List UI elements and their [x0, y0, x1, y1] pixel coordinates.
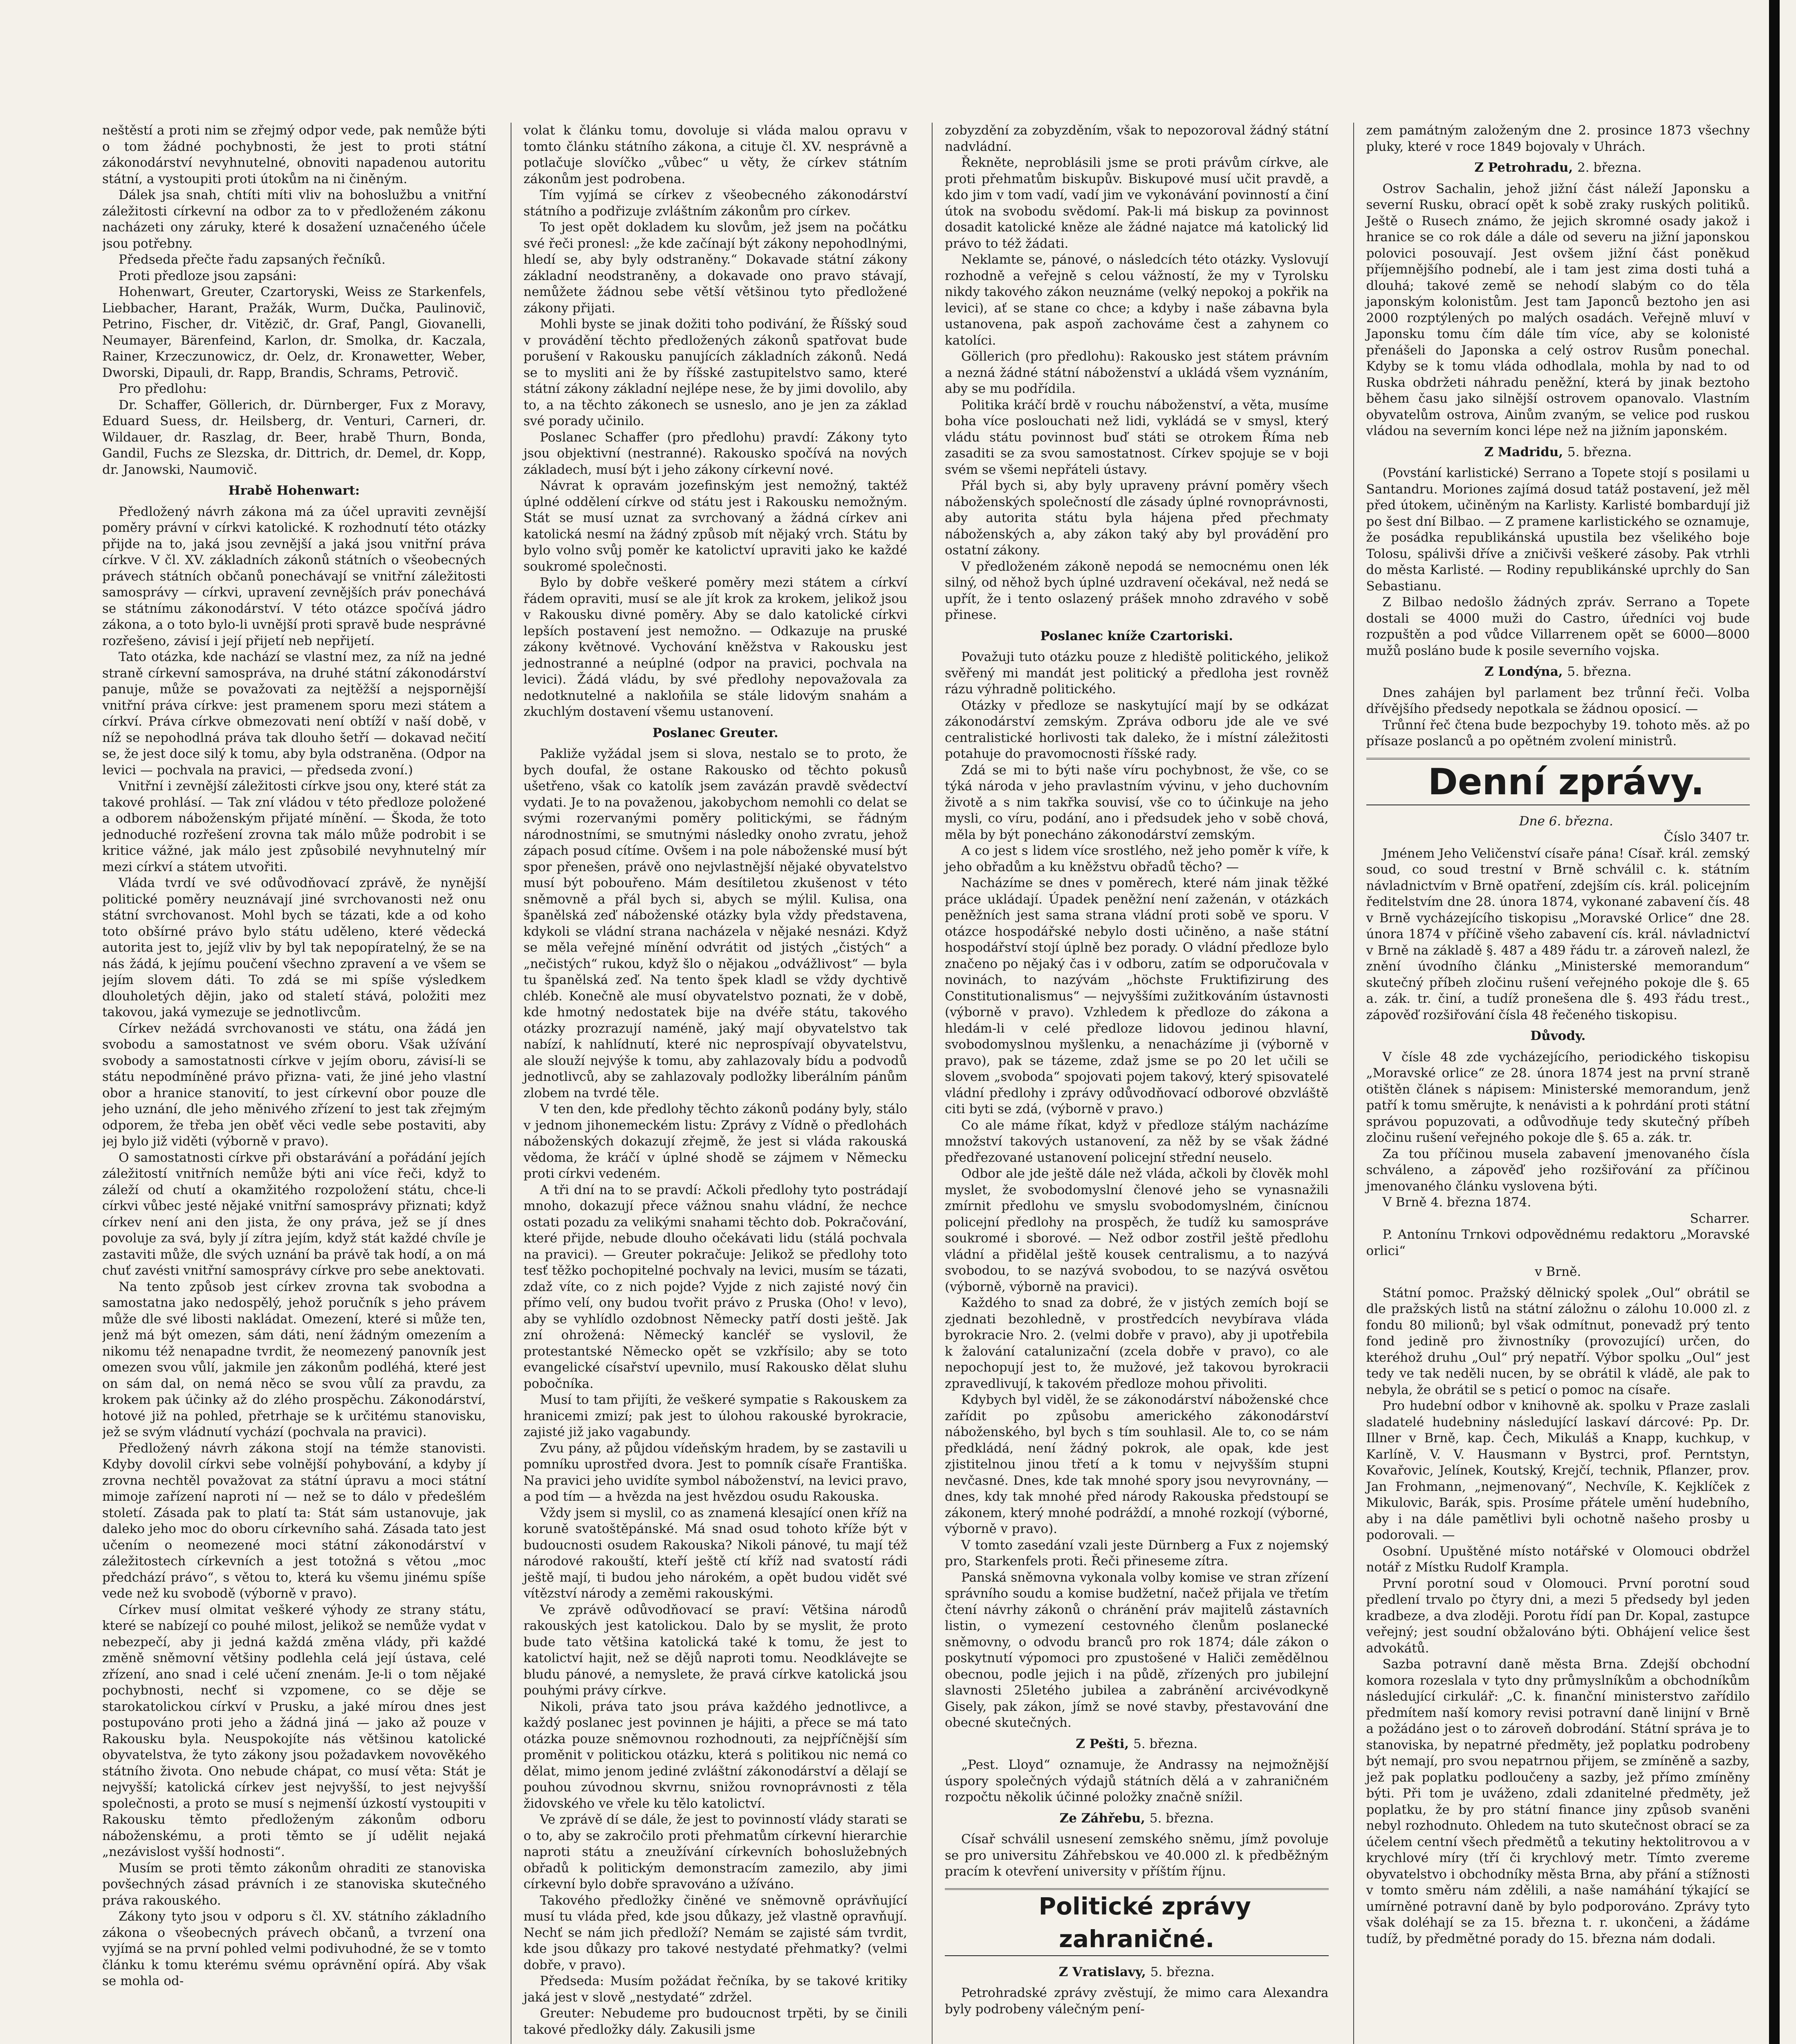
- name-list: Dr. Schaffer, Göllerich, dr. Dürnberger, Fux z Moravy, Eduard Suess, dr. Heilsberg, dr. Venturi, Carneri, dr. Wildauer, dr. Raszlag, dr. Beer, hrabě Thurn, Bonda, Gandil, Fuchs ze Slezska, dr. Dittrich, dr. Demel, dr. Kopp, dr. Janowski, Naumovič.: [102, 397, 486, 477]
- paragraph: V Brně 4. března 1874.: [1382, 1195, 1531, 1210]
- dateline-place: Ze Záhřebu,: [1059, 1811, 1146, 1826]
- paragraph: Zvu pány, až půjdou vídeňským hradem, by se zastavili u pomníku uprostřed dvora. Jest to pomník císaře Františka. Na pravici jeho uvidíte symbol náboženství, na levici pravo, a pod tím — a hvězda na jest hvězdou osudu Rakouska.: [523, 1441, 907, 1504]
- dateline: [1366, 664, 1750, 680]
- paragraph: Kdybych byl viděl, že se zákonodárství náboženské chce zařídit po způsobu amerického zákonodárství náboženského, byl bych s tím souhlasil. Ale to, co se nám předkládá, není žádný pokrok, ale opak, kde jest zjistitelnou jinou třetí a k tomu v nejvyšším stupni nevčasné. Dnes, kde tak mnohé spory jsou nevyrovnány, — dnes, kdy tak mnohé před národy Rakouska předstoupí se zákonem, který mnohé podráždí, a mnohé rozkojí (výborné, výborně v pravo).: [945, 1392, 1329, 1536]
- dateline-place: Z Madridu,: [1484, 444, 1563, 459]
- section-banner: [945, 1888, 1329, 1956]
- paragraph: Sazba potravní daně města Brna. Zdejší obchodní komora rozeslala v tyto dny průmyslníkům a obchodníkům následující cirkulář: „C. k. finanční ministerstvo zařídilo předmítem naší komory revisi potravní daně linijní v Brně a požádáno jest o to zároveň dobrodání. Státní správa je to stanoviska, by nepatrné předměty, jež poplatku podrobeny být nemají, pro svou nepatrnou přijem, se zmíněně a sazby, jež pak poplatku podloučeny a sazby, jež přímo zmíněny býti. Při tom je uváženo, zdali zdanitelné předměty, jež poplatku, že by pro státní finance jiny způsob svaněni nebyl rozhodnuto. Ohledem na tuto skutečnost obrací se za účelem centní všech předmětů a tekutiny hektolitrovou a v krychlové míry (tří či krychlový metr. Tímto zvereme obyvatelstvo i obchodníky města Brna, aby přání a stížnosti v tomto směru nám zdělili, a naše namáhání týkající se umírněné potravní daně by bylo podporováno. Zprávy tyto však doléhají se za 15. března t. r. ukončeni, a žádáme tudíž, by předmětné porady do 15. března nám dodali.: [1366, 1657, 1750, 1946]
- dateline: [945, 1964, 1329, 1981]
- paragraph: Předložený návrh zákona stojí na témže stanovisti. Kdyby dovolil církvi sebe volnější pohybování, a kdyby jí zrovna nechtěl považovat za státní úpravu a moci státní mimoje zařízení naproti ní — než se to dálo v předešlém století. Zásada pak to platí ta: Stát sám ustanovuje, jak daleko jeho moc do oboru církevního sahá. Zásada tato jest učením o neomezené moci státní zákonodárství v záležitostech církevních a jest totožná s větou „moc předchází právo“, s větou to, která ku všemu jinému spíše vede než ku svobodě (výborně v pravo).: [102, 1441, 486, 1601]
- dateline: [1366, 160, 1750, 176]
- paragraph: Musí to tam přijíti, že veškeré sympatie s Rakouskem za hranicemi zmizí; pak jest to úlohou rakouské byrokracie, zajisté již jako vagabundy.: [523, 1392, 907, 1439]
- paragraph: v Brně.: [1535, 1264, 1581, 1279]
- dateline: [945, 1736, 1329, 1753]
- paragraph: Přál bych si, aby byly upraveny právní poměry všech náboženských společností dle zásady úplné rovnoprávnosti, aby autorita státu byla hájena před přechmaty náboženských a, aby zákon taký aby byl provádění pro ostatní zákony.: [945, 478, 1329, 558]
- speaker-heading: Hrabě Hohenwart:: [228, 483, 360, 498]
- subheading: Důvody.: [1530, 1029, 1586, 1043]
- paragraph: Proti předloze jsou zapsáni:: [119, 268, 297, 283]
- paragraph: neštěstí a proti nim se zřejmý odpor vede, pak nemůže býti o tom žádné pochybnosti, že jest to proti státní zákonodárství nevyhnutelné, obnoviti napadenou autoritu státní, a vystoupiti proti útokům na ni činěným.: [102, 123, 486, 186]
- dateline-place: Z Petrohradu,: [1474, 160, 1573, 175]
- paragraph: Církev musí olmitat veškeré výhody ze strany státu, které se nabízejí co pouhé milost, jelikož se nemůže vydat v nebezpečí, aby ji jedná každá změna vlády, při každé změně sněmovní většiny podlehla celá její ústava, celé zřízení, ano snad i celé učení znenám. Je-li o tom nějaké pochybnosti, nechť si vzpomene, co se děje se starokatolickou církví v Prusku, a jaké mírou dnes jest postupováno proti jeho a žádná jiná — jako až pouze v Rakousku byla. Neuspokojíte nás většinou katolické obyvatelstva, že tyto zákony jsou požadavkem novověkého státního života. Ono nebude chápat, co musí věta: Stát je nejvyšší; katolická církev jest nejvyšší, to jest nejvyšší společnosti, a proto se musí s nejmenší úzkostí vystoupiti v Rakousku těmto předloženým zákonům odboru náboženskému, a proti těmto se jí udělit nejaká „nezávislost vyšší hodnosti“.: [102, 1602, 486, 1859]
- paragraph: Církev nežádá svrchovanosti ve státu, ona žádá jen svobodu a samostatnost ve svém oboru. Však užívání svobody a samostatnosti církve v jejím oboru, závisí-li se státu nepodmíněné právo přizna- vati, že jiné jeho vlastní obor a hranice stanovití, to jest církevní obor pouze dle jeho uznání, dle jeho měnivého zřízení to jest tak zřejmým odporem, že třeba jen oběť věci vedle sebe postaviti, aby jej bylo již viděti (výborně v pravo).: [102, 1021, 486, 1149]
- paragraph: volat k článku tomu, dovoluje si vláda malou opravu v tomto článku státního zákona, a cituje čl. XV. nesprávně a potlačuje slovíčko „vůbec“ u věty, že církev státním zákonům jest podrobena.: [523, 123, 907, 186]
- paragraph: Ve zprávě dí se dále, že jest to povinností vlády starati se o to, aby se zakročilo proti přehmatům církevní hierarchie naproti státu a zneužívání církevních bohoslužebných obřadů k politickým demonstracím zamezilo, aby jimi církevní bylo dobře spravováno a užíváno.: [523, 1812, 907, 1892]
- paragraph: Státní pomoc. Pražský dělnický spolek „Oul“ obrátil se dle pražských listů na státní záložnu o zálohu 10.000 zl. z fondu 80 milionů; byl však odmítnut, ponevadž prý tento fond jedině pro živnostníky (provozující) určen, do kteréhož druhu „Oul“ prý nepatří. Výbor spolku „Oul“ jest tedy ve tak neděli nucen, by se obrátil k vládě, ale pak to nebyla, že obrátil se s peticí o pomoc na císaře.: [1366, 1285, 1750, 1397]
- paragraph: Mohli byste se jinak dožiti toho podivání, že Říšský soud v provádění těchto předložených zákonů spatřovat bude porušení v Rakousku panujících základních zákonů. Nedá se to mysliti ani že by říšské zastupitelstvo samo, které státní zákony základní nejlépe nese, že by jimi dovolilo, aby to, a na těchto zákonech se usneslo, ano je jen za základ své porady učinilo.: [523, 317, 907, 428]
- dateline-date: 5. března.: [1567, 664, 1632, 679]
- section-title: Politické zprávy zahraničné.: [1038, 1892, 1251, 1953]
- paragraph: Vnitřní i zevnější záležitosti církve jsou ony, které stát za takové prohlásí. — Tak zní vládou v této předloze položené a odborem náboženským přijaté mínění. — Škoda, že toto jednoduché rozřešení zrovna tak málo může podrobit i se kritice vážné, jak málo jest způsobilé nevyhnutelný mír mezi církví a státem utvořiti.: [102, 779, 486, 874]
- paragraph: V ten den, kde předlohy těchto zákonů podány byly, stálo v jednom jihonemeckém listu: Zprávy z Vídně o předlohách náboženských dokazují zřejmě, že jest si vláda rakouská vědoma, že kráčí v úplné shodě se zájmem v Německu proti církvi vedeném.: [523, 1102, 907, 1181]
- paragraph: Nacházíme se dnes v poměrech, které nám jinak těžké práce ukládají. Úpadek peněžní není zaženán, v otázkách peněžních jest sama strana vládní proti sobě ve sporu. V otázce hospodářské nebylo dosti učiněno, a naše státní hospodářství stojí úplně bez porady. O vládní předloze bylo značeno po nějaký čas i v odboru, zatím se odporučovala v novinách, to nazývám „höchste Fruktifizirung des Constitutionalismus“ — nejvyššími zužitkováním ústavnosti (výborně v pravo). Vzhledem k předloze do zákona a hledám-li v celé předloze lidovou jedinou hlavní, svobodomyslnou myšlenku, a nenacházíme ji (výborně v pravo), pak se tázeme, zdaž jsme se po 20 let učili se slovem „svoboda“ spojovati pojem takový, který spisovatelé vládní předlohy i zprávy odůvodňovací odborové obzvláště citi byti se zdá, (výborně v pravo.): [945, 876, 1329, 1116]
- paragraph: A co jest s lidem více srostlého, než jeho poměr k víře, k jeho obřadům a ku kněžstvu obřadů těcho? —: [945, 843, 1329, 874]
- paragraph: To jest opět dokladem ku slovům, jež jsem na počátku své řeči pronesl: „že kde začínají být zákony nepohodlnými, hledí se, aby byly odstraněny.“ Dokavade státní zákony základní neodstraněny, a dokavade ono pravo stávají, nemůžete žádnou sebe větší většinou tyto předložené zákony přijati.: [523, 220, 907, 316]
- paragraph: Ostrov Sachalin, jehož jižní část náleží Japonsku a severní Rusku, obrací opět k sobě zraky ruských politiků. Ještě o Rusech známo, že jejich skromné osady jakož i hranice se co rok dále a dále od severu na jižní japonskou polovici posouvají. Jest ovšem jižní část poněkud příjemnějšího podnebí, ale i tam jest zima dosti tuhá a dlouhá; takové země se nehodí slabým co do těla japonským kolonistům. Jest tam Japonců beztoho jen asi 2000 rozptýlených po malých osadách. Veřejně mluví v Japonsku tomu čím dále tím více, aby se kolonisté přenášeli do Japonska a celý ostrov Rusům ponechal. Kdyby se k tomu vláda odhodlala, mohla by nad to od Ruska obdržeti náhradu peněžní, která by jinak beztoho během času jako silnější ostrovem opanovalo. Vlastním obyvatelům ostrova, Ainům zvaným, se velice pod ruskou vládou na severním konci lépe než na jižním japonském.: [1366, 181, 1750, 438]
- reference-number: Číslo 3407 tr.: [1664, 830, 1750, 845]
- paragraph: Pro hudební odbor v knihovně ak. spolku v Praze zaslali sladatelé hudebniny následující laskaví dárcové: Pp. Dr. Illner v Brně, kap. Čech, Mikuláš a Knapp, kuchkup, v Karlíně, V. V. Hausmann v Bystrci, prof. Perntstyn, Kovařovic, Jelínek, Koutský, Krejčí, technik, Pflanzer, prov. Jan Frohmann, „nejmenovaný“, Nechvíle, K. Kejklíček z Mikulovic, Barák, spis. Prosíme přátele umění hudebního, aby i na dále pamětlivi byli ochotně našeho prosby u podorovali. —: [1366, 1399, 1750, 1542]
- paragraph: Zákony tyto jsou v odporu s čl. XV. státního základního zákona o všeobecných právech občanů, a tvrzení ona vyjímá se na první pohled velmi podivuhodné, že se v tomto článku k tomu kterému svému oprávnění opírá. Aby však se mohla od-: [102, 1909, 486, 1988]
- paragraph: Nikoli, práva tato jsou práva každého jednotlivce, a každý poslanec jest povinnen je hájiti, a přece se má tato otázka pouze sněmovnou rozhodnouti, za nejpříčnější sím proměnit v politickou otázku, která s politikou nic nemá co dělat, mimo jenom jediné zvláštní zákonodárství a dělají se pouhou zúvodnou skvrnu, snižou rovnoprávnosti z těla židovského ve vřele ku tělo katolictví.: [523, 1699, 907, 1811]
- paragraph: Císař schválil usnesení zemského sněmu, jímž povoluje se pro universitu Záhřebskou ve 40.000 zl. k předběžným pracím k otevření university v příštím říjnu.: [945, 1832, 1329, 1879]
- paragraph: Jménem Jeho Veličenství císaře pána! Císař. král. zemský soud, co soud trestní v Brně schválil c. k. státním návladnictvím v Brně opatření, zdejším cís. král. policejním ředitelstvím dne 28. února 1874, vykonané zabavení čís. 48 v Brně vycházejícího tiskopisu „Moravské Orlice“ dne 28. února 1874 v příčině všeho zabavení cís. král. návladnictví v Brně na základě §. 487 a 489 řádu tr. a zároveň nalezl, že znění úvodního článku „Ministerské memorandum“ skutečný příbeh zločinu rušení veřejného pokoje dle §. 65 a. zák. tr. činí, a tudíž pronešena dle §. 493 řádu trest., zápověď rozšiřování čísla 48 řečeného tiskopisu.: [1366, 846, 1750, 1022]
- dateline-date: 5. března.: [1133, 1736, 1198, 1751]
- paragraph: Tím vyjímá se církev z všeobecného zákonodárství státního a podřizuje zvláštním zákonům pro církev.: [523, 188, 907, 219]
- column-3: [932, 123, 1329, 2044]
- paragraph: Otázky v předloze se naskytující mají by se odkázat zákonodárství zemským. Zpráva odboru jde ale ve své centralistické horlivosti tak daleko, že i místní záležitosti potahuje do pravomocnosti říšské rady.: [945, 698, 1329, 761]
- paragraph: Odbor ale jde ještě dále než vláda, ačkoli by člověk mohl myslet, že svobodomyslní členové jeho se vynasnažili zmírnit předlohu ve smyslu svobodomyslném, činícnou policejní předlohy na prospěch, že tudíž ku samospráve soukromé i sborové. — Než odbor zostřil ještě předlohu vládní a přidělal ještě kousek centralismu, a to nazývá svobodou, to se nazývá svobodou, to se nazývá osvětou (výborně, výborně na pravici).: [945, 1166, 1329, 1294]
- dateline-place: Z Londýna,: [1484, 664, 1563, 679]
- paragraph: Dálek jsa snah, chtíti míti vliv na bohoslužbu a vnitřní záležitosti církevní na odbor za to v předloženém zákonu nacházeti ony záruky, které k dosažení uznačeného účele jsou potřebny.: [102, 188, 486, 251]
- paragraph: Co ale máme říkat, když v předloze stálým nacházíme množství takových ustanovení, za něž by se však žádné předřezované ustanovení policejní střední neuselo.: [945, 1118, 1329, 1165]
- paragraph: Považuji tuto otázku pouze z hlediště politického, jelikož svěřený mi mandát jest politický a předloha jest rovněž rázu výhradně politického.: [945, 650, 1329, 697]
- paragraph: zobyzdění za zobyzděním, však to nepozoroval žádný státní nadvládní.: [945, 123, 1329, 154]
- paragraph: Zdá se mi to býti naše víru pochybnost, že vše, co se týká národa v jeho pravlastním vývinu, v jeho duchovním životě a s nim takřka souvisí, vše co to účinkuje na jeho mysli, co víru, podání, ano i předsudek jeho v sobě chová, měla by být ponecháno zákonodárství zemským.: [945, 762, 1329, 842]
- paragraph: (Povstání karlistické) Serrano a Topete stojí s posilami u Santandru. Moriones zajímá dosud tatáž postavení, jež měl před útokem, učiněným na Karlisty. Karlisté bombardují již po šest dní Bilbao. — Z pramene karlistického se oznamuje, že posádka republikánská upustila bez všelikého boje Tolosu, spálivši dříve a zničivši veškeré zásoby. Pak vtrhli do města Karlisté. — Rodiny republikánské uprchly do San Sebastianu.: [1366, 466, 1750, 594]
- column-2: [511, 123, 908, 2044]
- paragraph: Politika kráčí brdě v rouchu náboženství, a věta, musíme boha více poslouchati než lidi, vykládá se v smysl, který vládu státu povinnost buď státi se otrokem Říma neb zasaditi se za svou samostatnost. Církev spojuje se v boji svém se všemi nepřáteli ústavy.: [945, 397, 1329, 477]
- paragraph: Předseda přečte řadu zapsaných řečníků.: [119, 252, 386, 267]
- paragraph: P. Antonínu Trnkovi odpovědnému redaktoru „Moravské orlici“: [1366, 1227, 1750, 1258]
- paragraph: Takového předložky činěné ve sněmovně oprávňující musí tu vláda před, kde jsou důkazy, jež vlastně opravňují. Nechť se nám jich předloží? Nemám se zajisté sám tvrdit, kde jsou důkazy pro takové nestydaté přehmatky? (velmi dobře, v pravo).: [523, 1893, 907, 1972]
- paragraph: Na tento způsob jest církev zrovna tak svobodna a samostatna jako nedospělý, jehož poručník s jeho právem může dle své libosti nakládat. Omezení, které si může ten, jenž má být omezen, sám dáti, není žádným omezením a nikomu též nenapadne tvrdit, že neomezený panovník jest omezen svou vůlí, jakmile jen zákonům podléhá, které jest on sám dal, on nemá něco se svou vůlí za pravdu, za krokem pak účinky až do zlého prospěchu. Zákonodárství, hotové již na pohled, přetrhaje se k určitému stanovisku, jež se svým vládnutí vychází (pochvala na pravici).: [102, 1279, 486, 1439]
- paragraph: První porotní soud v Olomouci. První porotní soud předlení trvalo po čtyry dni, a mezi 5 předsedy byl jeden kradbeze, a dva zloději. Porotu řídí pan Dr. Kopal, zastupce veřejný; jest soudní obžalováno býti. Obhájení velice šest advokátů.: [1366, 1576, 1750, 1656]
- paragraph: Z Bilbao nedošlo žádných zpráv. Serrano a Topete dostali se 4000 muži do Castro, úředníci voj bude rozpuštěn a pod vůdce Villarrenem opět se 6000—8000 mužů posláno bude k posile severního vojska.: [1366, 595, 1750, 658]
- paragraph: Trůnní řeč čtena bude bezpochyby 19. tohoto měs. až po přísaze poslanců a po opětném zvolení ministrů.: [1366, 717, 1750, 749]
- paragraph: Vždy jsem si myslil, co as znamená klesající onen kříž na koruně svatoštěpánské. Má snad osud tohoto kříže být v budoucnosti osudem Rakouska? Nikoli pánové, tu mají též národové rakouští, kteří ještě ctí kříž nad svatostí rádi ještě mají, ti budou jeho nárokém, a opět budou vidět své vítězství národy a zeměmi rakouskými.: [523, 1505, 907, 1601]
- paragraph: Vláda tvrdí ve své odůvodňovací zprávě, že nynější politické poměry neuznávají jiné svrchovanosti než onu státní svrchovanost. Mohl bych se tázati, kde a od koho toto obšírné právo bylo státu uděleno, které vědecká autorita jest to, jejíž vliv by byl tak nepopíratelný, že se na nás žádá, k jejímu poučení všechno zpravení a ve všem se jejím slovem dáti. To zdá se mi spíše výsledkem dlouholetých dějin, jako od staletí stává, položiti mez takovou, jaká vymezuje se jednotlivcům.: [102, 876, 486, 1020]
- paragraph: O samostatnosti církve při obstarávání a pořádání jejích záležitostí vnitřních nemůže býti ani více řeči, když to záleží od chutí a okamžitého rozpoložení státu, chce-li církvi vůbec jesté nějaké vnitřní samosprávy přiznati; když církev není ani den jista, že ony práva, jež se jí dnes povoluje za svá, byly jí zítra jejím, když stát každé chvíle je zastaviti může, dle svých uznání ba právě tak hodí, a on má chuť zavésti vnitřní samosprávy církve pro sebe anektovati.: [102, 1150, 486, 1278]
- paragraph: Dnes zahájen byl parlament bez trůnní řeči. Volba dřívějšího předsedy nepotkala se žádnou oposicí. —: [1366, 685, 1750, 716]
- section-date: Dne 6. března.: [1519, 814, 1613, 829]
- paragraph: Petrohradské zprávy zvěstují, že mimo cara Alexandra byly podrobeny válečným pení-: [945, 1986, 1329, 2017]
- paragraph: Neklamte se, pánové, o následcích této otázky. Vyslovují rozhodně a veřejně s celou vážností, že my v Tyrolsku nikdy takového zákon neuznáme (velký nepokoj a pokřik na levici), ať se stane co chce; a kdyby i naše zábavna byla ustanovena, pak aspoň zachováme čest a zahynem co katolíci.: [945, 252, 1329, 348]
- dateline-place: Z Pešti,: [1076, 1736, 1129, 1751]
- dateline: [1366, 444, 1750, 461]
- speaker-heading: Poslanec Greuter.: [652, 725, 778, 740]
- paragraph: Pakliže vyžádal jsem si slova, nestalo se to proto, že bych doufal, že ostane Rakousko od těchto pokusů ušetřeno, však co katolík jsem zavázán pravdě svědectví vydati. Je to na považenou, jakobychom nemohli co delat se svými rozervanými poměry politickými, se řádným národnostními, se smutnými následky onoho zvratu, jehož zápach posud cítíme. Ovšem i na pole náboženské musí být spor přenešen, právě ono nejvlastnější nějaké obyvatelstvo musí být pobouřeno. Mám desítiletou zkušenost v této sněmovně a přál bych si, abych se mýlil. Kulisa, ona španělská zeď náboženské otázky byla vždy představena, kdykoli se vládní strana nacházela v nějaké nesnázi. Když se měla veřejné mínění odvrátit od jistých „čistých“ a „nečistých“ rukou, když šlo o nějakou „odvážlivost“ — byla tu španělská zeď. Na tento špek kladl se vždy dychtivě chléb. Konečně ale musí obyvatelstvo poznati, že v době, kde hmotný nedostatek bije na dvéře státu, takového otázky prozrazují naméně, jaký mají obyvatelstvo tak nabízí, k nahlídnutí, které nic neprospívají obyvatelstvu, ale slouží nejvýše k tomu, aby zahlazovaly bídu a podvodů jednotlivců, aby se zahlazovaly podložky liberálním pánům zlobem na tvrdé těle.: [523, 746, 907, 1100]
- paragraph: Za tou příčinou musela zabavení jmenovaného čísla schváleno, a zápověď jeho rozšiřování za příčinou jmenovaného článku vyslovena býti.: [1366, 1146, 1750, 1194]
- paragraph: Poslanec Schaffer (pro předlohu) pravdí: Zákony tyto jsou objektivní (nestranné). Rakousko spočívá na nových základech, musí být i jeho zákony církevní nové.: [523, 430, 907, 477]
- name-list: Hohenwart, Greuter, Czartoryski, Weiss ze Starkenfels, Liebbacher, Harant, Pražák, Wurm, Dučka, Paulinovič, Petrino, Fischer, dr. Vitězič, dr. Graf, Pangl, Giovanelli, Neumayer, Bärenfeind, Karlon, dr. Smolka, dr. Kaczala, Rainer, Krzeczunowicz, dr. Oelz, dr. Kronawetter, Weber, Dworski, Dipauli, dr. Rapp, Brandis, Schrams, Petrovič.: [102, 285, 486, 380]
- paragraph: Řekněte, neproblásili jsme se proti právům církve, ale proti přehmatům biskupův. Biskupové musí učit pravdě, a kdo jim v tom vadí, vadí jim ve vykonávání povinností a činí útok na svobodu svědomí. Pak-li má biskup za povinnost dosadit katolické kněze ale žádné najatce má katolický lid právo to též žádati.: [945, 155, 1329, 251]
- dateline-date: 5. března.: [1149, 1811, 1214, 1826]
- newspaper-page: [102, 123, 1750, 2044]
- paragraph: Tato otázka, kde nachází se vlastní mez, za níž na jedné straně církevní samospráva, na druhé státní zákonodárství panuje, může se považovati za nejtěžší a nejspornější vnitřní práva církve: jest pramenem sporu mezi státem a církví. Práva církve obmezovati není obtíží v naší době, v níž se nepohodlná práva tak dlouho šetří — dokavad nečití se, že jest doce silý k tomu, aby byla odstraněna. (Odpor na levici — pochvala na pravici, — předseda zvoní.): [102, 650, 486, 778]
- dateline-date: 2. března.: [1577, 160, 1642, 175]
- paragraph: V čísle 48 zde vycházejícího, periodického tiskopisu „Moravské orlice“ ze 28. února 1874 jest na první straně otištěn článek s nápisem: Ministerské memorandum, jenž patří k tomu směrujte, k nenávisti a k pohrdání proti státní správou popuzovati, a odůvodňuje tedy skutečný příbeh zločinu rušení veřejného pokoje dle §. 65 a. zák. tr.: [1366, 1049, 1750, 1145]
- dateline-place: Z Vratislavy,: [1058, 1964, 1146, 1979]
- paragraph: Greuter: Nebudeme pro budoucnost trpěti, by se činili takové předložky dály. Zakusili jsme: [523, 2006, 907, 2037]
- paragraph: Předložený návrh zákona má za účel upraviti zevnější poměry právní v církvi katolické. K rozhodnutí této otázky přijde na to, jaká jsou zevnější a jaká jsou vnitřní práva církve. V čl. XV. základních zákonů státních o všeobecných právech státních občanů ponechávají se vnitřní záležitosti samosprávy — církvi, upravení zevnějších práv ponechává se státnímu zákonodárství. V této otázce spočívá jádro zákona, a o toto bylo-li uvnější proti spravě bude nesprávné rozřešeno, závisí i její přijetí neb nepřijetí.: [102, 504, 486, 648]
- section-banner: [1366, 758, 1750, 805]
- paragraph: Každého to snad za dobré, že v jistých zemích bojí se zjednati bezohledně, v prostředcích nevybírava vláda byrokracie Nro. 2. (velmi dobře v pravo), aby ji upotřebila k žalování catalunizační (zcela dobře v pravo), co ale nepochopují jest to, že mužové, jež takovou byrokracii zpravedlivují, k takovém předloze mohou přivoliti.: [945, 1295, 1329, 1391]
- paragraph: Göllerich (pro předlohu): Rakousko jest státem právním a nezná žádné státní náboženství a ukládá všem vyznáním, aby se mu podřídila.: [945, 349, 1329, 396]
- speaker-heading: Poslanec kníže Czartoriski.: [1040, 628, 1233, 643]
- dateline: [945, 1811, 1329, 1827]
- paragraph: Bylo by dobře veškeré poměry mezi státem a církví řádem opraviti, musí se ale jít krok za krokem, jelikož jsou v Rakousku divné poměry. Aby se dalo katolické církvi lepších postavení jest nemožno. — Odkazuje na pruské zákony květnové. Vychování kněžstva v Rakousku jest jednostranné a neúplné (odpor na pravici, pochvala na levici). Žádá vládu, by své předlohy nepovažovala za nedotknutelné a nakloňila se stále lidovým snahám a zkuchlým dostavení všemu ustanovení.: [523, 575, 907, 719]
- paragraph: Návrat k opravám jozefinským jest nemožný, taktéž úplné oddělení církve od státu jest i Rakousku nemožným. Stát se musí uznat za svrchovaný a žádná církev ani katolická nesmí na žádný způsob mít nějaký vrch. Státu by bylo volno svůj poměr ke katolictví upraviti jako ke každé soukromé společnosti.: [523, 478, 907, 574]
- dateline-date: 5. března.: [1150, 1964, 1215, 1979]
- signature: Scharrer.: [1690, 1211, 1750, 1226]
- paragraph: V předloženém zákoně nepodá se nemocnému onen lék silný, od něhož bych úplné uzdravení očekával, než nedá se upřít, že i tento oslazený prášek mnoho zdravého v sobě přinese.: [945, 559, 1329, 622]
- paragraph: Osobní. Upuštěné místo notářské v Olomouci obdržel notář z Místku Rudolf Krampla.: [1366, 1544, 1750, 1575]
- paragraph: Předseda: Musím požádat řečníka, by se takové kritiky jaká jest v slově „nestydaté“ zdržel.: [523, 1974, 907, 2005]
- scan-edge: [1769, 0, 1780, 2044]
- paragraph: Panská sněmovna vykonala volby komise ve stran zřízení správního soudu a komise budžetní, načež přijala ve třetím čtení návrhy zákonů o chránění práv majitelů zástavních listin, o vymezení cestovného členům poslanecké sněmovny, o odvodu branců pro rok 1874; dále zákon o poskytnutí výpomoci pro zpustošené v Haliči zemědělnou obecnou, podle jejich i na půdě, zřízených pro jubilejní slavnosti 25letého jubilea a zabránění arcivévodkyně Gisely, pak zákon, jímž se nové stavby, přestavování dne obecné skutečných.: [945, 1570, 1329, 1730]
- dateline-date: 5. března.: [1567, 444, 1632, 459]
- paragraph: zem památným založeným dne 2. prosince 1873 všechny pluky, které v roce 1849 bojovaly v Uhrách.: [1366, 123, 1750, 154]
- paragraph: V tomto zasedání vzali jeste Dürnberg a Fux z nojemský pro, Starkenfels proti. Řeči přineseme zítra.: [945, 1537, 1329, 1569]
- paragraph: Ve zprávě odůvodňovací se praví: Většina národů rakouských jest katolickou. Dalo by se myslit, že proto bude tato většina katolická také k tomu, že jest to katolictví hajit, než se dějů naproti tomu. Neodklávejte se bludu pánové, a nemyslete, že pravá církve katolická jsou pouhými právy církve.: [523, 1602, 907, 1698]
- column-1: [102, 123, 486, 2044]
- paragraph: Musím se proti těmto zákonům ohraditi ze stanoviska povšechných zásad právních i ze stanoviska skutečného práva rakouského.: [102, 1860, 486, 1908]
- paragraph: Pro předlohu:: [119, 381, 207, 396]
- section-title: Denní zprávy.: [1428, 760, 1704, 803]
- column-4: [1353, 123, 1750, 2044]
- paragraph: „Pest. Lloyd“ oznamuje, že Andrassy na nejmožnější úspory společných výdajů státních dělá a v zahraničném rozpočtu několik účinné položky značně snížil.: [945, 1757, 1329, 1804]
- paragraph: A tři dní na to se pravdí: Ačkoli předlohy tyto postrádají mnoho, dokazují přece vážnou snahu vládní, že nechce ostati pozadu za velikými snahami těchto dob. Pokračování, které přijde, nebude dlouho očekávati lidu (stálá pochvala na pravici). — Greuter pokračuje: Jelikož se předlohy toto tesť těžko pochopitelné pochvaly na levici, musím se tázati, zdaž víte, co z nich pojde? Vyjde z nich zajisté nový čin přímo velí, ony budou tvořit právo z Pruska (Oho! v levo), aby se vyhlídlo ozdobnost Německy patří dosti ještě. Jak zní ohrožená: Německý kancléř se vyslovil, že protestantské Německo opět se vzkřísilo; aby se toto evangelické císařství upevnilo, musí Rakousko dělat sluhu pobočníka.: [523, 1182, 907, 1391]
